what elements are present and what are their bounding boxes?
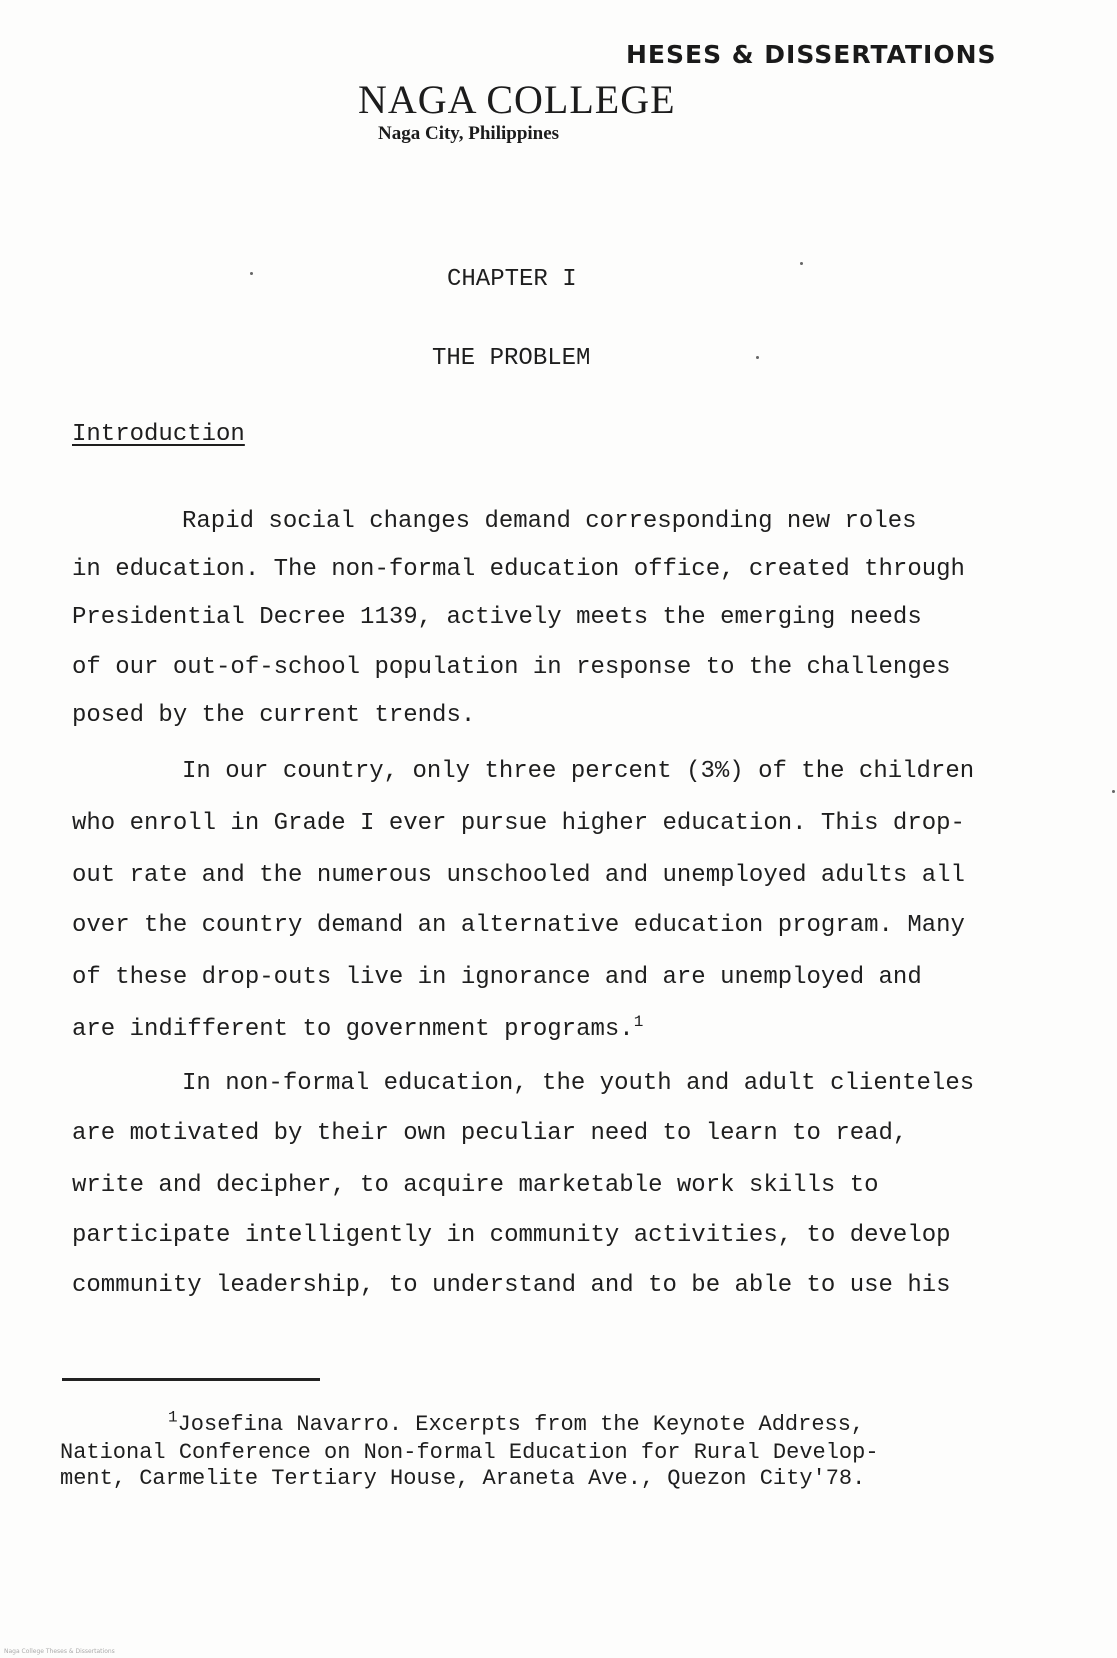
chapter-number: CHAPTER I: [447, 266, 577, 293]
body-line: out rate and the numerous unschooled and unemployed adults all: [72, 862, 965, 889]
body-line: In non-formal education, the youth and adult clienteles: [182, 1070, 975, 1097]
footnote-divider: [62, 1378, 320, 1381]
body-line: are indifferent to government programs.: [72, 1016, 634, 1043]
body-line: participate intelligently in community activities, to develop: [72, 1222, 951, 1249]
body-line: Presidential Decree 1139, actively meets the emerging needs: [72, 604, 922, 631]
footnote-line: ment, Carmelite Tertiary House, Araneta Ave., Quezon City'78.: [60, 1466, 866, 1491]
institution-location: Naga City, Philippines: [378, 123, 560, 144]
body-line: of these drop-outs live in ignorance and are unemployed and: [72, 964, 922, 991]
footnote-reference: 1: [633, 1013, 644, 1031]
scan-speck: [756, 356, 759, 359]
footnote-marker: 1: [168, 1408, 178, 1427]
footnote-text: Josefina Navarro. Excerpts from the Keynote Address,: [177, 1412, 865, 1437]
scan-speck: [1112, 790, 1115, 793]
body-line: write and decipher, to acquire marketable work skills to: [72, 1172, 879, 1199]
archive-stamp: HESES & DISSERTATIONS: [626, 40, 997, 69]
section-heading: Introduction: [72, 421, 245, 448]
footnote-line: National Conference on Non-formal Education for Rural Develop-: [60, 1440, 879, 1465]
body-line: who enroll in Grade I ever pursue higher education. This drop-: [72, 810, 965, 837]
scanner-footer: Naga College Theses & Dissertations: [4, 1648, 115, 1655]
chapter-title: THE PROBLEM: [432, 345, 591, 372]
body-line: are motivated by their own peculiar need to learn to read,: [72, 1120, 908, 1147]
scan-speck: [800, 262, 803, 265]
body-line: over the country demand an alternative education program. Many: [72, 912, 965, 939]
institution-name: NAGA COLLEGE: [358, 77, 676, 122]
scan-speck: [250, 272, 253, 275]
body-line: Rapid social changes demand corresponding new roles: [182, 508, 917, 535]
body-line-with-footnote: [72, 1013, 644, 1043]
footnote-line: [168, 1408, 865, 1437]
body-line: posed by the current trends.: [72, 702, 476, 729]
body-line: community leadership, to understand and to be able to use his: [72, 1272, 951, 1299]
body-line: In our country, only three percent (3%) of the children: [182, 758, 975, 785]
body-line: in education. The non-formal education office, created through: [72, 556, 965, 583]
body-line: of our out-of-school population in response to the challenges: [72, 654, 951, 681]
